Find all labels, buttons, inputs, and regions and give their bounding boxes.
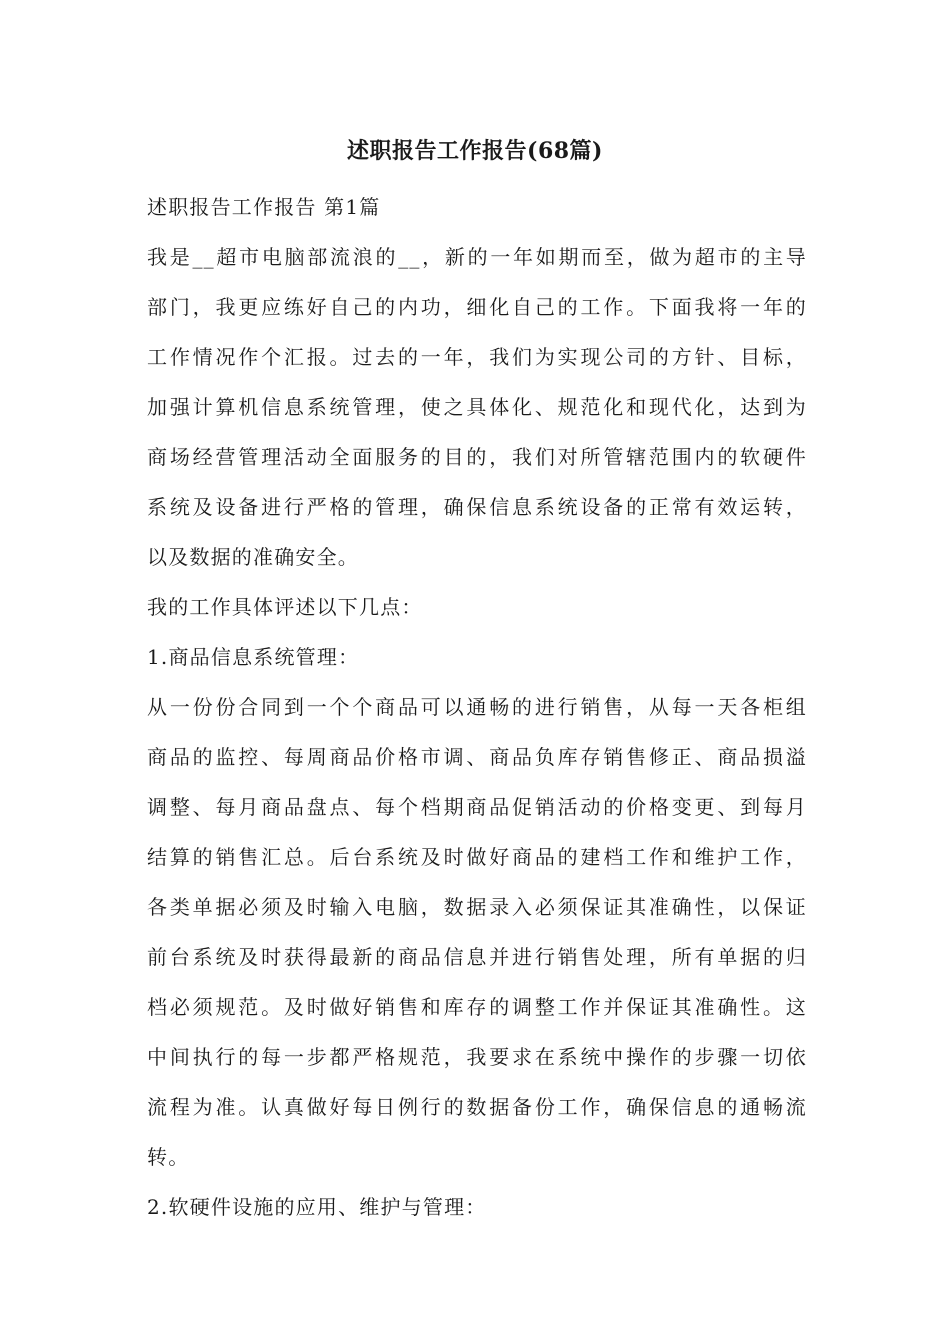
paragraph-line: 结算的销售汇总。后台系统及时做好商品的建档工作和维护工作， — [147, 845, 807, 869]
section-heading: 述职报告工作报告 第1篇 — [147, 195, 381, 219]
paragraph-line: 前台系统及时获得最新的商品信息并进行销售处理，所有单据的归 — [147, 945, 807, 969]
paragraph-line: 我是__超市电脑部流浪的__，新的一年如期而至，做为超市的主导 — [147, 245, 807, 269]
paragraph-line: 转。 — [147, 1145, 190, 1169]
paragraph-line: 商场经营管理活动全面服务的目的，我们对所管辖范围内的软硬件 — [147, 445, 807, 469]
paragraph-line: 从一份份合同到一个个商品可以通畅的进行销售，从每一天各柜组 — [147, 695, 807, 719]
paragraph-line: 流程为准。认真做好每日例行的数据备份工作，确保信息的通畅流 — [147, 1095, 807, 1119]
paragraph-line: 以及数据的准确安全。 — [147, 545, 359, 569]
paragraph-line: 档必须规范。及时做好销售和库存的调整工作并保证其准确性。这 — [147, 995, 807, 1019]
paragraph-line: 调整、每月商品盘点、每个档期商品促销活动的价格变更、到每月 — [147, 795, 807, 819]
paragraph-line: 中间执行的每一步都严格规范，我要求在系统中操作的步骤一切依 — [147, 1045, 807, 1069]
document-body — [147, 182, 807, 1232]
paragraph-line: 我的工作具体评述以下几点： — [147, 595, 423, 619]
paragraph-line: 加强计算机信息系统管理，使之具体化、规范化和现代化，达到为 — [147, 395, 807, 419]
document-title: 述职报告工作报告(68篇) — [347, 138, 603, 164]
paragraph-line: 系统及设备进行严格的管理，确保信息系统设备的正常有效运转， — [147, 495, 807, 519]
paragraph-line: 工作情况作个汇报。过去的一年，我们为实现公司的方针、目标， — [147, 345, 807, 369]
list-heading: 1.商品信息系统管理： — [147, 645, 360, 669]
list-heading: 2.软硬件设施的应用、维护与管理： — [147, 1195, 487, 1219]
paragraph-line: 部门，我更应练好自己的内功，细化自己的工作。下面我将一年的 — [147, 295, 807, 319]
paragraph-line: 各类单据必须及时输入电脑，数据录入必须保证其准确性，以保证 — [147, 895, 807, 919]
paragraph-line: 商品的监控、每周商品价格市调、商品负库存销售修正、商品损溢 — [147, 745, 807, 769]
